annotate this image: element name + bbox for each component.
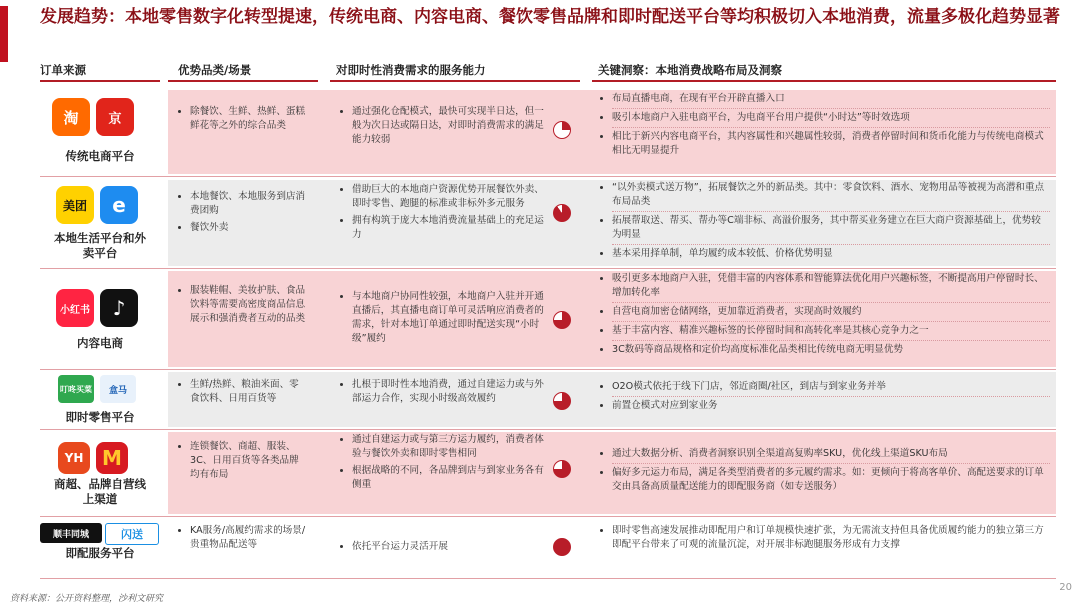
insight-item: • 通过大数据分析、消费者洞察识别全渠道高复购率SKU，优化线上渠道SKU布局 [612, 447, 1050, 464]
hema-logo: 盒马 [100, 375, 136, 403]
insight-cell [600, 92, 1050, 162]
insight-item: • 基本采用择单制，单均履约成本较低、价格优势明显 [612, 247, 1050, 263]
category-item: • 服装鞋帽、美妆护肤、食品饮料等需要高密度商品信息展示和强消费者互动的品类 [190, 284, 308, 326]
insight-item: • 拓展帮取送、帮买、帮办等C端非标、高溢价服务，其中帮买业务建立在巨大商户资源基础上，优势较为明显 [612, 214, 1050, 245]
xiaohongshu-logo: 小红书 [56, 289, 94, 327]
meituan-logo: 美团 [56, 186, 94, 224]
dingdong-logo: 叮咚买菜 [58, 375, 94, 403]
insight-item: • “以外卖模式送万物”，拓展餐饮之外的新品类。其中：零食饮料、酒水、宠物用品等被视为高潜和重点布局品类 [612, 181, 1050, 212]
capability-item: • 扎根于即时性本地消费，通过自建运力或与外部运力合作，实现小时级高效履约 [352, 378, 552, 406]
source-name: 即配服务平台 [65, 546, 135, 560]
category-item: • 连锁餐饮、商超、服装、3C、日用百货等各类品牌均有布局 [190, 440, 308, 482]
harvey-ball [553, 311, 571, 329]
logo-group [52, 98, 134, 136]
category-cell [178, 524, 308, 555]
insight-item: • 偏好多元运力布局，满足各类型消费者的多元履约需求。如：更倾向于将高客单价、高配送要求的订单交由具备高质量配送能力的即配服务商（如专送服务） [612, 466, 1050, 496]
mcdonalds-logo: M [96, 442, 128, 474]
capability-item: • 借助巨大的本地商户资源优势开展餐饮外卖、即时零售、跑腿的标准或非标外多元服务 [352, 183, 552, 211]
yonghui-logo: YH [58, 442, 90, 474]
logo-group [56, 289, 138, 327]
row-separator [40, 429, 1056, 430]
source-name: 商超、品牌自营线上渠道 [54, 477, 146, 506]
capability-item: • 依托平台运力灵活开展 [352, 540, 552, 554]
category-item: • 生鲜/热鲜、粮油米面、零食饮料、日用百货等 [190, 378, 308, 406]
accent-bar [0, 6, 8, 62]
harvey-ball [553, 392, 571, 410]
capability-cell [340, 290, 552, 349]
eleme-logo: e [100, 186, 138, 224]
header-divider [330, 80, 580, 82]
source-note: 资料来源：公开资料整理，沙利文研究 [10, 594, 164, 604]
logo-group [56, 186, 138, 224]
capability-cell [340, 183, 552, 245]
logo-group [58, 442, 128, 474]
harvey-ball [553, 204, 571, 222]
header-source: 订单来源 [40, 63, 86, 77]
category-cell [178, 190, 308, 238]
header-category: 优势品类/场景 [178, 63, 252, 77]
insight-item: • 相比于新兴内容电商平台，其内容属性和兴趣属性较弱，消费者停留时间和货币化能力与传统电商模式相比无明显提升 [612, 130, 1050, 160]
insight-cell [600, 524, 1050, 556]
capability-cell [340, 105, 552, 150]
category-item: • KA服务/高履约需求的场景/贵重物品配送等 [190, 524, 308, 552]
capability-cell [340, 378, 552, 409]
category-cell [178, 378, 308, 409]
header-insight: 关键洞察：本地消费战略布局及洞察 [598, 63, 782, 77]
harvey-ball [553, 460, 571, 478]
row-separator [40, 578, 1056, 579]
capability-item: • 根据战略的不同，各品牌到店与到家业务各有侧重 [352, 464, 552, 492]
header-divider [592, 80, 1056, 82]
insight-item: • 吸引本地商户入驻电商平台，为电商平台用户提供“小时达”等时效选项 [612, 111, 1050, 128]
source-name: 传统电商平台 [65, 149, 135, 163]
insight-item: • O2O模式依托于线下门店，邻近商圈/社区，到店与到家业务并举 [612, 380, 1050, 397]
insight-cell [600, 181, 1050, 265]
category-item: • 餐饮外卖 [190, 221, 308, 235]
source-name: 本地生活平台和外卖平台 [54, 231, 146, 260]
insight-cell [600, 447, 1050, 498]
category-cell [178, 440, 308, 485]
insight-item: • 布局直播电商，在现有平台开辟直播入口 [612, 92, 1050, 109]
logo-group [40, 523, 159, 545]
page-title: 发展趋势：本地零售数字化转型提速，传统电商、内容电商、餐饮零售品牌和即时配送平台等均积极切入本地消费，流量多极化趋势显著 [40, 7, 1060, 27]
row-separator [40, 369, 1056, 370]
row-separator [40, 516, 1056, 517]
insight-cell [600, 380, 1050, 417]
header-divider [168, 80, 318, 82]
logo-group [58, 375, 136, 403]
source-name: 内容电商 [77, 336, 123, 350]
row-separator [40, 176, 1056, 177]
capability-item: • 拥有构筑于庞大本地消费流量基础上的充足运力 [352, 214, 552, 242]
harvey-ball [553, 121, 571, 139]
category-item: • 除餐饮、生鲜、热鲜、蛋糕鲜花等之外的综合品类 [190, 105, 308, 133]
row-separator [40, 268, 1056, 269]
insight-item: • 基于丰富内容、精准兴趣标签的长停留时间和高转化率是其核心竞争力之一 [612, 324, 1050, 341]
category-cell [178, 105, 308, 136]
page-number: 20 [1059, 582, 1072, 593]
insight-item: • 吸引更多本地商户入驻，凭借丰富的内容体系和智能算法优化用户兴趣标签，不断提高用户停留时长、增加转化率 [612, 272, 1050, 303]
shansong-logo: 闪送 [105, 523, 159, 545]
capability-item: • 通过自建运力或与第三方运力履约，消费者体验与餐饮外卖和即时零售相同 [352, 433, 552, 461]
insight-cell [600, 272, 1050, 361]
insight-item: • 自营电商加密仓储网络，更加靠近消费者，实现高时效履约 [612, 305, 1050, 322]
harvey-ball [553, 538, 571, 556]
insight-item: • 前置仓模式对应到家业务 [612, 399, 1050, 415]
douyin-logo: ♪ [100, 289, 138, 327]
category-item: • 本地餐饮、本地服务到店消费团购 [190, 190, 308, 218]
header-divider [40, 80, 160, 82]
insight-item: • 即时零售高速发展推动即配用户和订单规模快速扩张，为无需流支持但具备优质履约能力的独立第三方即配平台带来了可观的流量沉淀，对开展非标跑腿服务形成有力支撑 [612, 524, 1050, 554]
sf-tongcheng-logo: 顺丰同城 [40, 523, 102, 543]
taobao-logo: 淘 [52, 98, 90, 136]
jd-logo: 京 [96, 98, 134, 136]
insight-item: • 3C数码等商品规格和定价均高度标准化品类相比传统电商无明显优势 [612, 343, 1050, 359]
capability-cell [340, 433, 552, 495]
source-name: 即时零售平台 [65, 410, 135, 424]
category-cell [178, 284, 308, 329]
capability-item: • 通过强化仓配模式，最快可实现半日达，但一般为次日达或隔日达，对即时消费需求的满足能力较弱 [352, 105, 552, 147]
capability-cell [340, 540, 552, 557]
capability-item: • 与本地商户协同性较强，本地商户入驻并开通直播后，其直播电商订单可灵活响应消费者的需求，针对本地订单通过即时配送实现“小时级”履约 [352, 290, 552, 346]
header-capability: 对即时性消费需求的服务能力 [336, 63, 486, 77]
